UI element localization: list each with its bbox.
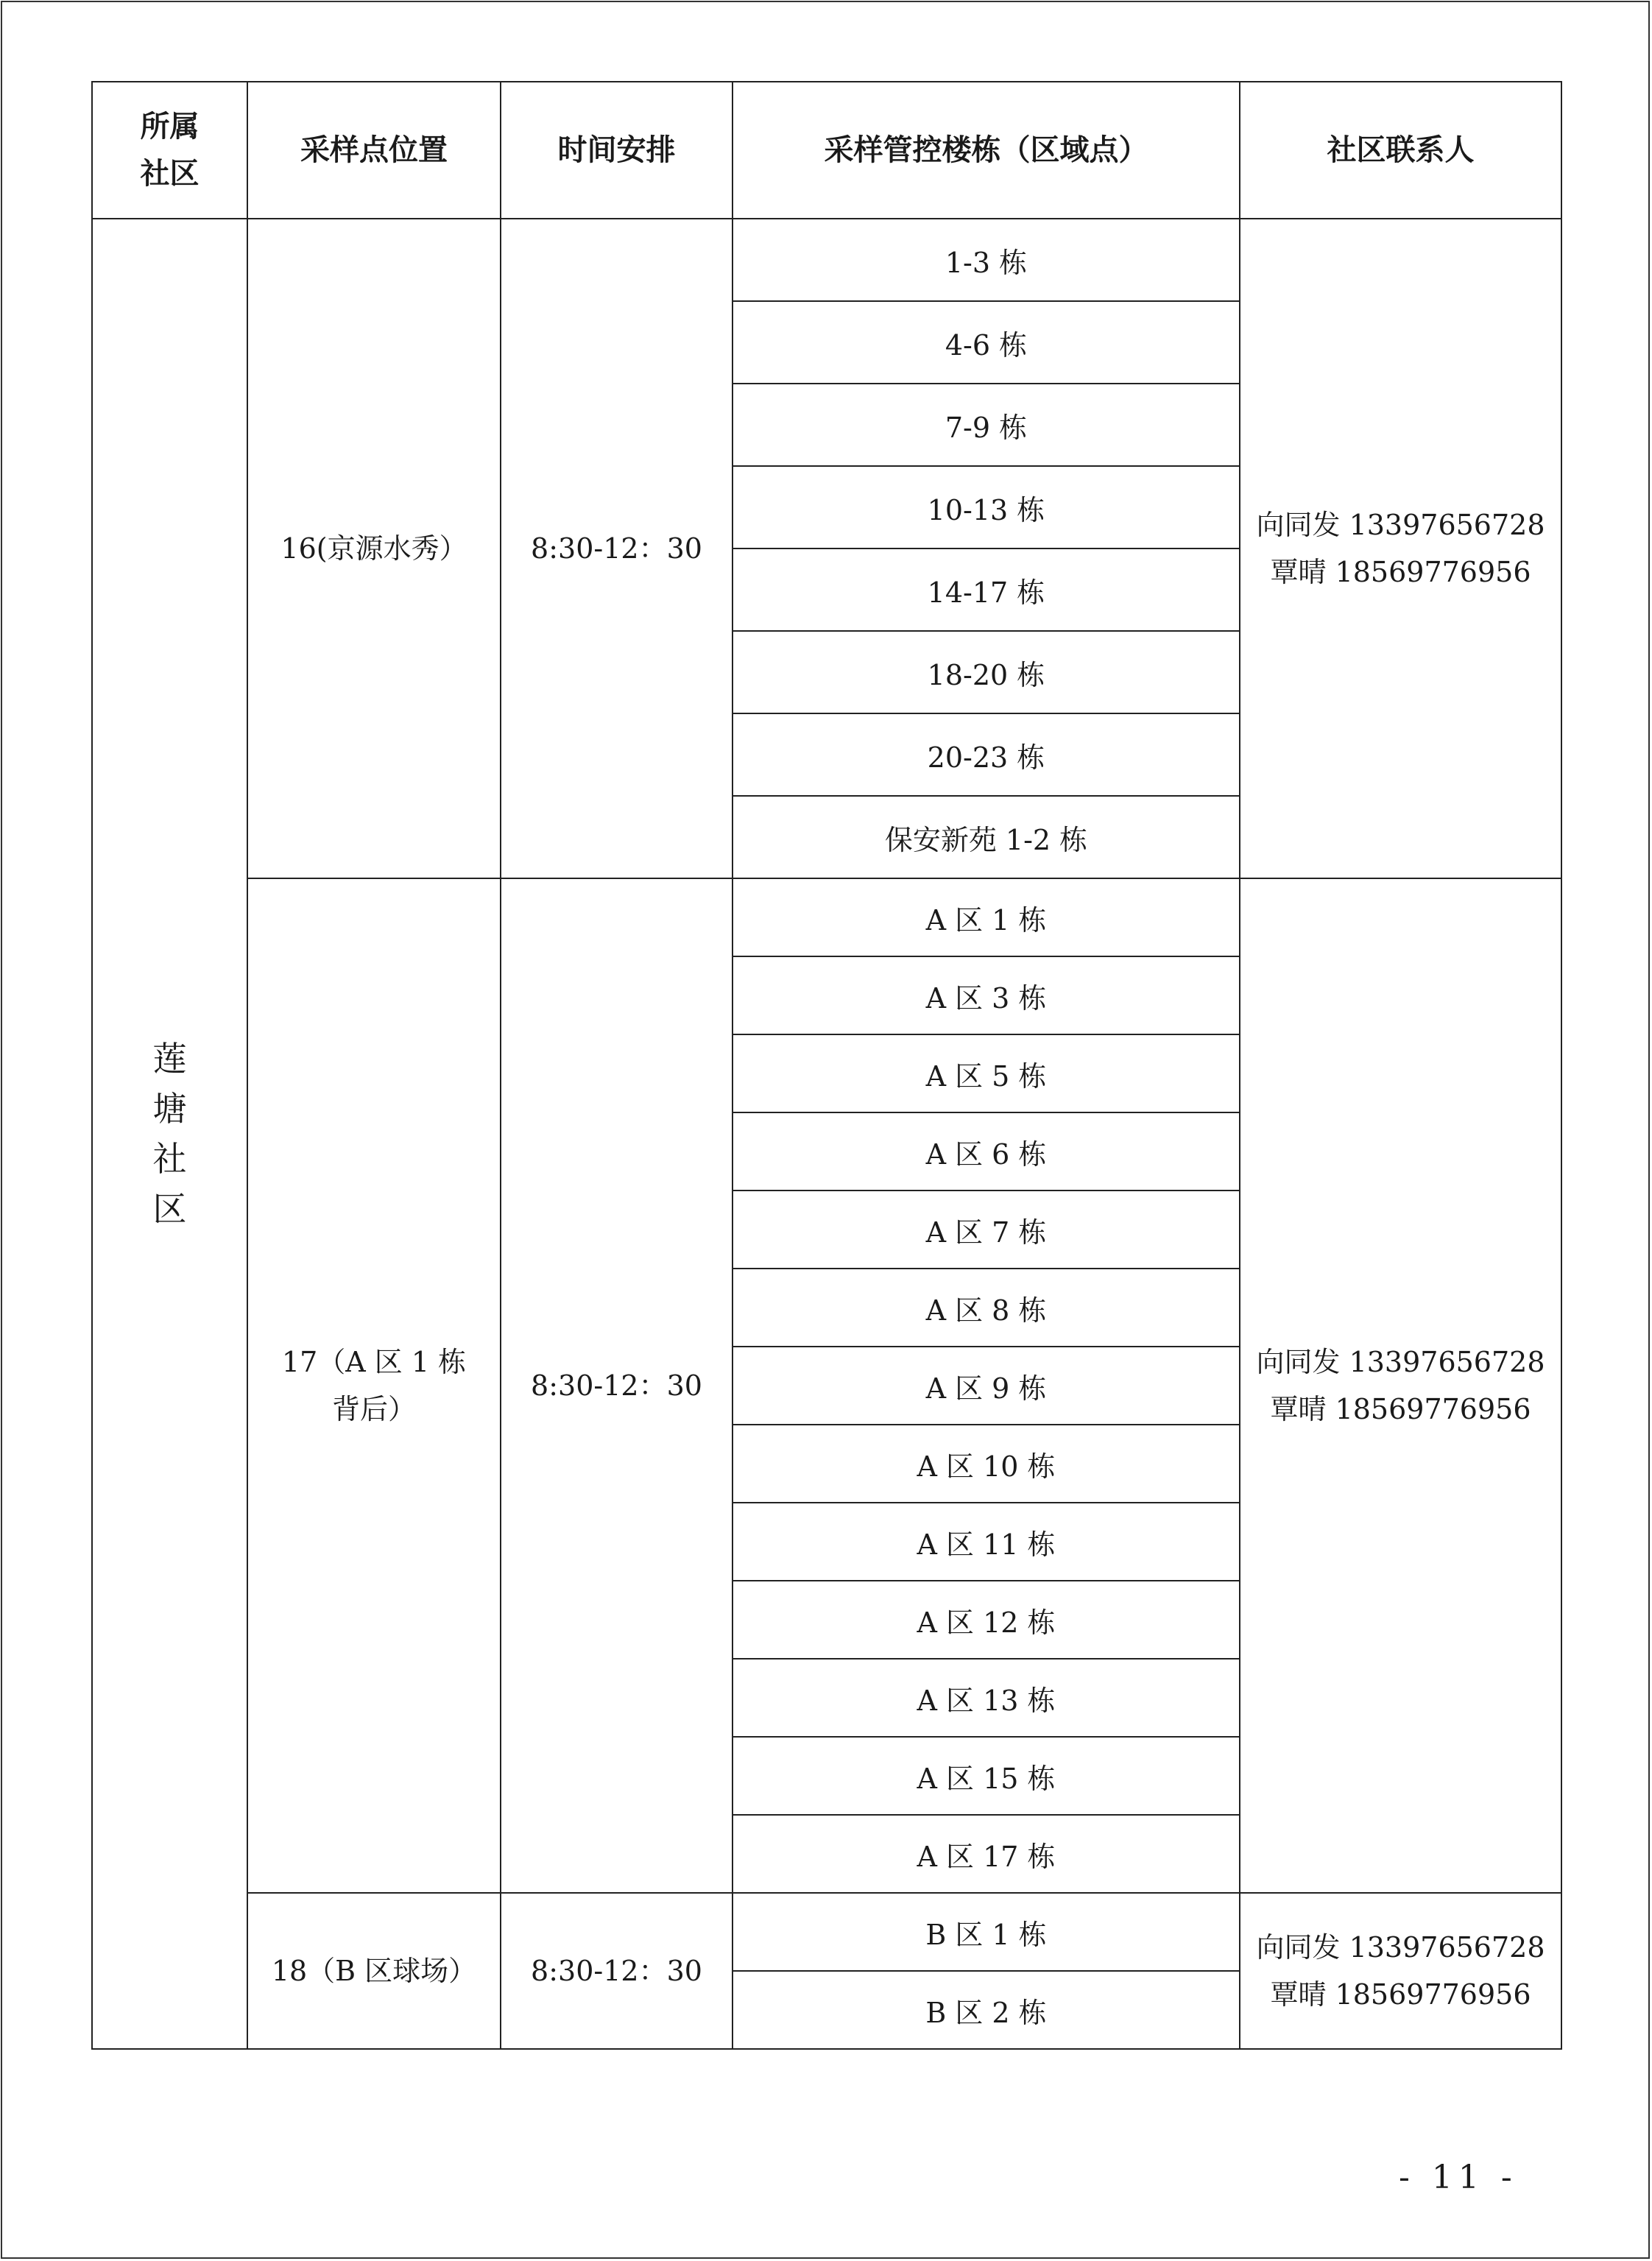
table-row <box>92 1893 1561 1971</box>
community-char: 莲 <box>152 1039 187 1079</box>
building-cell: A 区 6 栋 <box>733 1112 1240 1191</box>
building-cell: A 区 15 栋 <box>733 1737 1240 1815</box>
building-cell: A 区 11 栋 <box>733 1503 1240 1581</box>
building-cell: 14-17 栋 <box>733 549 1240 631</box>
location-cell <box>247 878 501 1893</box>
building-cell: B 区 2 栋 <box>733 1971 1240 2049</box>
header-community-line2: 社区 <box>140 157 200 191</box>
building-cell: A 区 1 栋 <box>733 878 1240 956</box>
header-contact: 社区联系人 <box>1240 82 1561 219</box>
contact-line: 覃晴 18569776956 <box>1270 1978 1531 2011</box>
community-cell <box>92 219 247 2049</box>
table-row <box>92 219 1561 301</box>
time-cell: 8:30-12：30 <box>501 1893 733 2049</box>
community-char: 塘 <box>152 1089 187 1129</box>
contact-cell <box>1240 219 1561 878</box>
building-cell: 20-23 栋 <box>733 713 1240 796</box>
sampling-schedule-table <box>91 81 1562 2050</box>
contact-line: 覃晴 18569776956 <box>1270 556 1531 588</box>
building-cell: A 区 12 栋 <box>733 1581 1240 1659</box>
building-cell: B 区 1 栋 <box>733 1893 1240 1971</box>
building-cell: A 区 8 栋 <box>733 1269 1240 1347</box>
building-cell: 保安新苑 1-2 栋 <box>733 796 1240 878</box>
location-line: 17（A 区 1 栋 <box>281 1346 467 1378</box>
building-cell: 10-13 栋 <box>733 466 1240 549</box>
contact-line: 向同发 13397656728 <box>1256 509 1545 541</box>
time-cell: 8:30-12：30 <box>501 219 733 878</box>
header-community-line1: 所属 <box>140 110 200 144</box>
contact-line: 向同发 13397656728 <box>1256 1346 1545 1378</box>
page-number: - 11 - <box>1399 2159 1518 2196</box>
building-cell: 4-6 栋 <box>733 301 1240 384</box>
building-cell: A 区 17 栋 <box>733 1815 1240 1893</box>
community-char: 社 <box>152 1139 187 1179</box>
building-cell: 18-20 栋 <box>733 631 1240 713</box>
building-cell: A 区 3 栋 <box>733 956 1240 1034</box>
building-cell: A 区 10 栋 <box>733 1425 1240 1503</box>
contact-line: 覃晴 18569776956 <box>1270 1393 1531 1425</box>
header-community <box>92 82 247 219</box>
building-cell: A 区 9 栋 <box>733 1347 1240 1425</box>
contact-cell <box>1240 1893 1561 2049</box>
building-cell: A 区 7 栋 <box>733 1191 1240 1269</box>
contact-cell <box>1240 878 1561 1893</box>
table-row <box>92 878 1561 956</box>
location-cell: 16(京源水秀） <box>247 219 501 878</box>
header-location: 采样点位置 <box>247 82 501 219</box>
header-row <box>92 82 1561 219</box>
header-buildings: 采样管控楼栋（区域点） <box>733 82 1240 219</box>
location-line: 背后） <box>331 1393 416 1425</box>
header-time: 时间安排 <box>501 82 733 219</box>
building-cell: A 区 5 栋 <box>733 1034 1240 1112</box>
building-cell: 1-3 栋 <box>733 219 1240 301</box>
building-cell: 7-9 栋 <box>733 384 1240 466</box>
building-cell: A 区 13 栋 <box>733 1659 1240 1737</box>
location-cell: 18（B 区球场） <box>247 1893 501 2049</box>
contact-line: 向同发 13397656728 <box>1256 1931 1545 1964</box>
community-char: 区 <box>152 1189 187 1229</box>
time-cell: 8:30-12：30 <box>501 878 733 1893</box>
